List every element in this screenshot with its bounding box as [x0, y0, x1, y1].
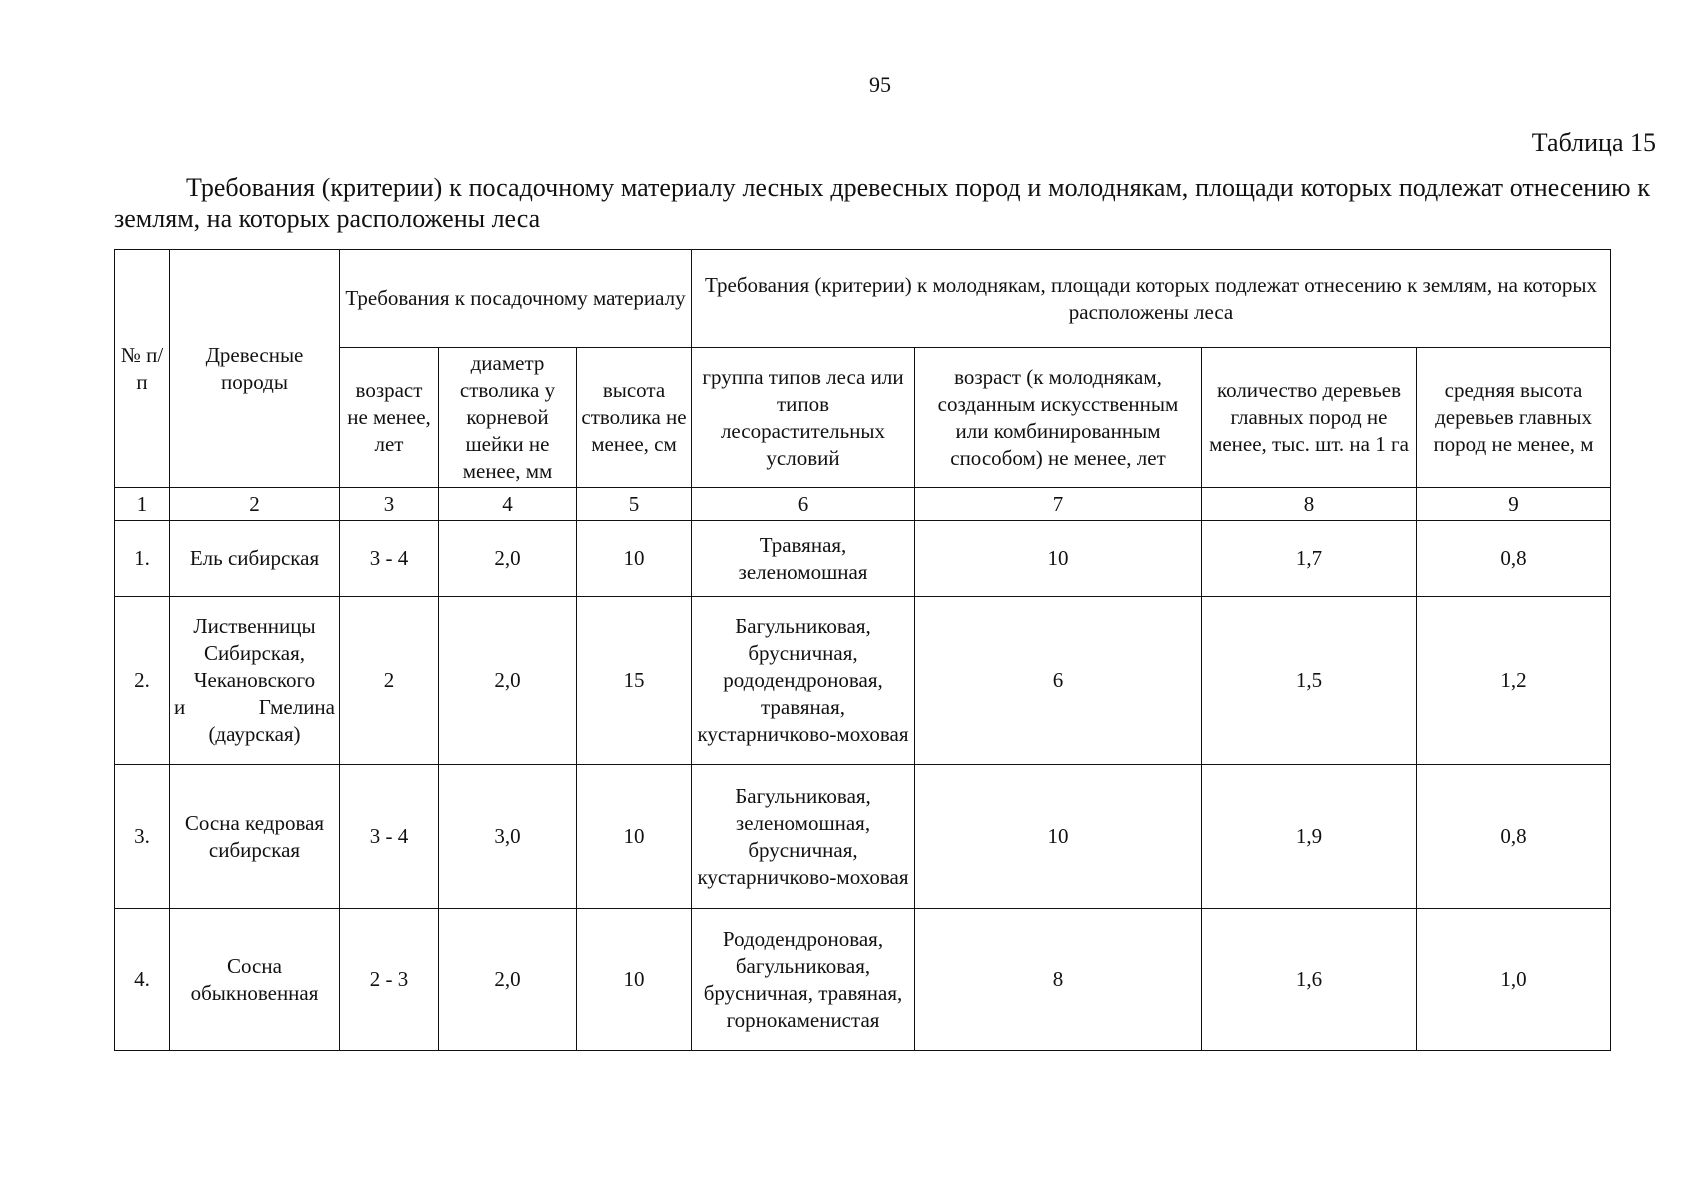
- row-num: 4.: [115, 909, 170, 1051]
- species-line: (даурская): [208, 722, 301, 746]
- header-diameter: диаметр стволика у корневой шейки не менее, мм: [439, 348, 577, 488]
- column-number: 6: [692, 488, 915, 521]
- row-height: 10: [577, 521, 692, 597]
- header-age: возраст не менее, лет: [340, 348, 439, 488]
- header-row-groups: [115, 250, 1611, 348]
- column-number: 8: [1202, 488, 1417, 521]
- row-age: 2: [340, 597, 439, 765]
- column-number: 1: [115, 488, 170, 521]
- header-row-columns: [115, 348, 1611, 488]
- row-height: 15: [577, 597, 692, 765]
- row-species: [170, 597, 340, 765]
- row-height: 10: [577, 765, 692, 909]
- page-number: 95: [869, 72, 891, 97]
- header-avg-height: средняя высота деревьев главных пород не менее, м: [1417, 348, 1611, 488]
- row-tree-count: 1,6: [1202, 909, 1417, 1051]
- header-group-young: Требования (критерии) к молоднякам, площади которых подлежат отнесению к землям, на которых расположены леса: [692, 250, 1611, 348]
- row-avg-height: 1,0: [1417, 909, 1611, 1051]
- row-forest-group: Багульниковая, зеленомошная, брусничная, кустарничково-моховая: [692, 765, 915, 909]
- row-age: 3 - 4: [340, 521, 439, 597]
- header-group-planting: Требования к посадочному материалу: [340, 250, 692, 348]
- header-num: № п/п: [115, 250, 170, 488]
- row-species: Ель сибирская: [170, 521, 340, 597]
- row-young-age: 8: [915, 909, 1202, 1051]
- row-species: Сосна обыкновенная: [170, 909, 340, 1051]
- row-forest-group: Рододендроновая, багульниковая, брусничная, травяная, горнокаменистая: [692, 909, 915, 1051]
- row-young-age: 6: [915, 597, 1202, 765]
- column-number: 9: [1417, 488, 1611, 521]
- species-line-justified: [174, 694, 335, 721]
- column-number-row: [115, 488, 1611, 521]
- table-label: Таблица 15: [1531, 128, 1656, 157]
- header-species: Древесные породы: [170, 250, 340, 488]
- row-num: 1.: [115, 521, 170, 597]
- requirements-table: [114, 249, 1611, 1051]
- row-forest-group: Багульниковая, брусничная, рододендроновая, травяная, кустарничково-моховая: [692, 597, 915, 765]
- row-young-age: 10: [915, 765, 1202, 909]
- row-num: 2.: [115, 597, 170, 765]
- row-avg-height: 1,2: [1417, 597, 1611, 765]
- species-word: Гмелина: [258, 695, 335, 719]
- species-line: Чекановского: [193, 668, 316, 692]
- table-row: [115, 597, 1611, 765]
- column-number: 7: [915, 488, 1202, 521]
- row-diameter: 2,0: [439, 521, 577, 597]
- row-forest-group: Травяная, зеленомошная: [692, 521, 915, 597]
- column-number: 5: [577, 488, 692, 521]
- row-avg-height: 0,8: [1417, 765, 1611, 909]
- header-height: высота стволика не менее, см: [577, 348, 692, 488]
- row-tree-count: 1,5: [1202, 597, 1417, 765]
- species-line: Лиственницы: [193, 614, 316, 638]
- species-word: и: [174, 695, 186, 719]
- row-num: 3.: [115, 765, 170, 909]
- row-young-age: 10: [915, 521, 1202, 597]
- row-species: Сосна кедровая сибирская: [170, 765, 340, 909]
- table-caption: Требования (критерии) к посадочному материалу лесных древесных пород и молоднякам, площади которых подлежат отнесению к землям, на которых расположены леса: [114, 173, 1650, 233]
- column-number: 3: [340, 488, 439, 521]
- species-line: Сибирская,: [203, 641, 306, 665]
- row-age: 3 - 4: [340, 765, 439, 909]
- header-forest-group: группа типов леса или типов лесорастительных условий: [692, 348, 915, 488]
- table-row: [115, 909, 1611, 1051]
- header-tree-count: количество деревьев главных пород не менее, тыс. шт. на 1 га: [1202, 348, 1417, 488]
- column-number: 4: [439, 488, 577, 521]
- row-tree-count: 1,7: [1202, 521, 1417, 597]
- column-number: 2: [170, 488, 340, 521]
- header-young-age: возраст (к молоднякам, созданным искусственным или комбинированным способом) не менее, лет: [915, 348, 1202, 488]
- row-avg-height: 0,8: [1417, 521, 1611, 597]
- row-age: 2 - 3: [340, 909, 439, 1051]
- table-row: [115, 521, 1611, 597]
- row-tree-count: 1,9: [1202, 765, 1417, 909]
- row-diameter: 3,0: [439, 765, 577, 909]
- table-row: [115, 765, 1611, 909]
- row-diameter: 2,0: [439, 597, 577, 765]
- row-height: 10: [577, 909, 692, 1051]
- row-diameter: 2,0: [439, 909, 577, 1051]
